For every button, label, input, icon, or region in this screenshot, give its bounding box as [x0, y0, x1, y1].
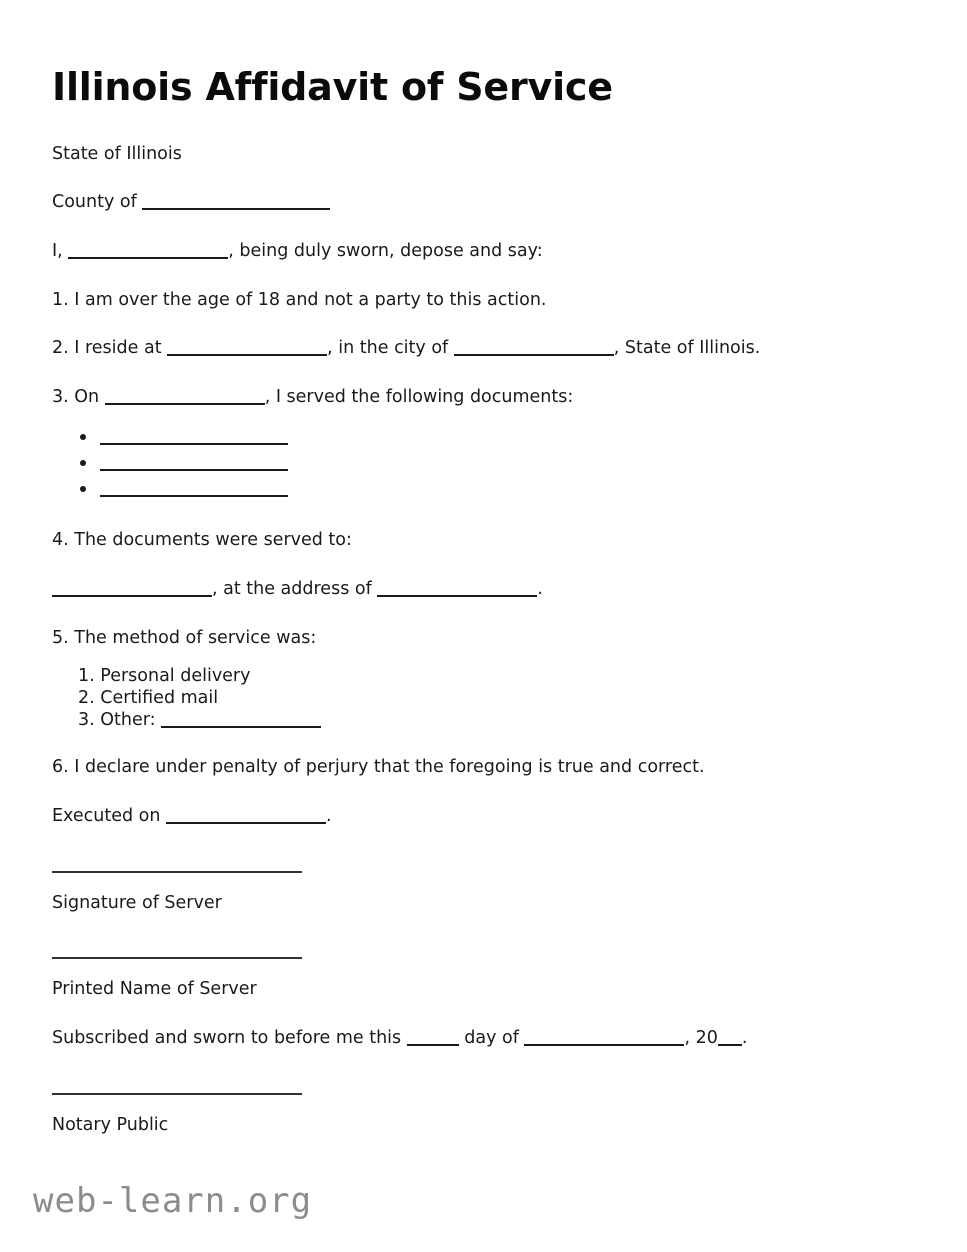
document-blank-1[interactable]: [100, 430, 288, 445]
subscribed-part-4: .: [741, 1027, 748, 1048]
item-1: 1. I am over the age of 18 and not a party to this action.: [52, 289, 547, 310]
served-party-blank[interactable]: [52, 582, 212, 597]
list-item: 1. Personal delivery: [78, 666, 251, 687]
item-6: 6. I declare under penalty of perjury that the foregoing is true and correct.: [52, 757, 705, 778]
county-line: [52, 166, 912, 215]
county-blank[interactable]: [142, 195, 330, 210]
affiant-line-suffix: , being duly sworn, depose and say:: [228, 240, 543, 261]
document-body: [52, 0, 912, 1137]
list-item: 2. Certified mail: [78, 688, 219, 709]
list-item: [52, 452, 912, 474]
item-4-part-3: .: [537, 579, 543, 600]
list-item: [78, 709, 912, 731]
executed-on-line: [52, 780, 912, 829]
notary-day-blank[interactable]: [407, 1031, 459, 1046]
site-watermark: web-learn.org: [33, 1181, 313, 1221]
affiant-line: [52, 215, 912, 264]
notary-year-blank[interactable]: [718, 1031, 742, 1046]
affiant-line-prefix: I,: [52, 240, 69, 261]
item-4-part-2: , at the address of: [212, 579, 378, 600]
bullet-icon: [80, 486, 86, 492]
item-2-part-2: , in the city of: [327, 338, 454, 359]
service-date-blank[interactable]: [105, 390, 265, 405]
subscribed-part-1: Subscribed and sworn to before me this: [52, 1027, 407, 1048]
document-blank-2[interactable]: [100, 456, 288, 471]
signature-label: Signature of Server: [52, 892, 222, 913]
item-3-part-2: , I served the following documents:: [264, 386, 574, 407]
item-2: [52, 312, 912, 361]
state-line: State of Illinois: [52, 143, 182, 164]
item-4: 4. The documents were served to:: [52, 530, 352, 551]
list-item: [52, 478, 912, 500]
service-method-list: [52, 650, 912, 731]
executed-suffix: .: [326, 806, 332, 827]
item-2-part-3: , State of Illinois.: [613, 338, 761, 359]
residence-city-blank[interactable]: [454, 341, 614, 356]
served-address-blank[interactable]: [377, 582, 537, 597]
bullet-icon: [80, 460, 86, 466]
document-blank-3[interactable]: [100, 482, 288, 497]
item-2-part-1: 2. I reside at: [52, 338, 168, 359]
method-other-label: 3. Other:: [78, 710, 162, 731]
county-line-prefix: County of: [52, 192, 143, 213]
notary-month-blank[interactable]: [524, 1031, 684, 1046]
item-4-served-line: [52, 553, 912, 602]
page-title: Illinois Affidavit of Service: [52, 65, 613, 109]
executed-prefix: Executed on: [52, 806, 167, 827]
item-5: 5. The method of service was:: [52, 627, 317, 648]
affiant-name-blank[interactable]: [68, 244, 228, 259]
subscribed-part-3: , 20: [684, 1027, 718, 1048]
subscribed-line: [52, 1002, 912, 1051]
residence-address-blank[interactable]: [167, 341, 327, 356]
item-3-part-1: 3. On: [52, 386, 105, 407]
item-3: [52, 361, 912, 410]
list-item: [52, 426, 912, 448]
served-documents-list: [52, 409, 912, 500]
executed-date-blank[interactable]: [166, 809, 326, 824]
printed-name-label: Printed Name of Server: [52, 979, 257, 1000]
notary-label: Notary Public: [52, 1114, 169, 1135]
method-other-blank[interactable]: [161, 713, 321, 728]
bullet-icon: [80, 434, 86, 440]
subscribed-part-2: day of: [458, 1027, 525, 1048]
